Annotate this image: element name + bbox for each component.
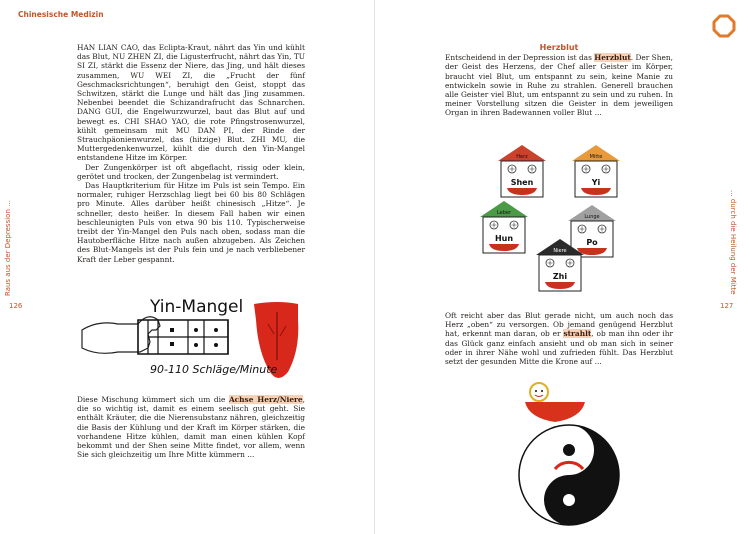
house-spirit-name: Yi — [591, 178, 601, 187]
house-spirit-name: Po — [586, 238, 598, 247]
paragraph: HAN LIAN CAO, das Eclipta-Kraut, nährt das Yin und kühlt das Blut, NU ZHEN ZI, die Ligusterfrucht, nährt das Yin, TU SI ZI, stärkt die Essenz der Niere, das Jing, und hält dieses zusammen, WU WEI ZI, die „Frucht der fünf Geschmacksrichtungen“, beruhigt den Geist, stoppt das Schwitzen, stärkt die Lunge und hält das Jing zusammen. Nebenbei beendet die Schizandrafrucht das Schnarchen. DANG GUI, die Engelwurzwurzel, baut das Blut auf und bewegt es. CHI SHAO YAO, die rote Pfingstrosenwurzel, kühlt gemeinsam mit MU DAN PI, der Rinde der Strauchpäonienwurzel, das (hitzige) Blut. ZHI MU, die Muttergedenkenwurzel, kühlt die durch den Yin-Mangel entstandene Hitze im Körper. — [77, 43, 305, 163]
highlight-herzblut: Herzblut — [594, 53, 631, 63]
yin-mangel-drawing — [78, 290, 308, 390]
paragraph: Der Zungenkörper ist oft abgeflacht, rissig oder klein, gerötet und trocken, der Zungenbelag ist vermindert. — [77, 162, 305, 181]
right-page-number: 127 — [720, 302, 734, 310]
spirit-house-shen — [498, 145, 546, 197]
pulse-caption: 90-110 Schläge/Minute — [150, 363, 278, 376]
spirit-house-hun — [480, 201, 528, 253]
right-side-title: ... durch die Heilung der Mitte — [729, 190, 737, 295]
house-label: Herz — [516, 154, 528, 160]
gutter-divider — [374, 0, 375, 534]
house-spirit-name: Hun — [494, 234, 514, 243]
blood-bowl — [525, 402, 585, 422]
left-side-title: Raus aus der Depression ... — [4, 200, 12, 296]
yin-yang-crown-drawing — [515, 378, 625, 534]
figure-head — [530, 383, 548, 401]
highlight-achse-herz-niere: Achse Herz/Niere — [228, 395, 303, 404]
house-label: Niere — [553, 248, 567, 254]
chapter-logo-icon — [712, 14, 736, 38]
spirit-houses-drawing — [470, 135, 670, 295]
drawing-title: Yin-Mangel — [150, 297, 244, 317]
house-spirit-name: Zhi — [552, 272, 568, 281]
house-spirit-name: Shen — [510, 178, 534, 187]
left-text-block — [77, 43, 305, 264]
house-label: Lunge — [584, 214, 600, 220]
right-text-block-2: Oft reicht aber das Blut gerade nicht, um auch noch das Herz „oben“ zu versorgen. Ob jemand genügend Herzblut hat, erkennt man daran, ob er strahlt, ob man ihn oder ihr das Glück ganz einfach ansieht und ob man sich in seiner oder in ihrer Nähe wohl und zufrieden fühlt. Das Herzblut setzt der gesunden Mitte die Krone auf ... — [445, 311, 674, 367]
left-text-block-2: Diese Mischung kümmert sich um die Achse Herz/Niere, die so wichtig ist, damit es einem seelisch gut geht. Sie enthält Kräuter, die die Nierensubstanz nähren, gleichzeitig die Basis der Kühlung und der Kraft im Körper stärken, die vorhandene Hitze kühlen, damit man einen kühlen Kopf bekommt und der Shen seine Mitte findet, vor allem, wenn Sie sich gleichzeitig um Ihre Mitte kümmern ... — [77, 395, 305, 460]
highlight-strahlt: strahlt — [563, 329, 592, 339]
yin-yang-icon — [519, 425, 619, 525]
paragraph: Das Hauptkriterium für Hitze im Puls ist sein Tempo. Ein normaler, ruhiger Herzschlag liegt bei 60 bis 80 Schlägen pro Minute. Alles darüber heißt chinesisch „Hitze“. Je schneller, desto heißer. In diesem Fall haben wir einen beschleunigten Puls von etwa 90 bis 110. Typischerweise treibt der Yin-Mangel den Puls nach oben, sodass man die Hautoberfläche Hitze nach außen abzugeben. Als Zeichen des Blut-Mangels ist der Puls fein und je nach verbliebener Kraft der Leber gespannt. — [77, 181, 305, 264]
section-heading: Herzblut — [539, 43, 579, 52]
right-text-block: Herzblut Entscheidend in der Depression ist das Herzblut. Der Shen, der Geist des Herzens, der Chef aller Geister im Körper, braucht viel Blut, um entspannt zu sein, keine Manie zu entwickeln sowie in Ruhe zu strahlen. Generell brauchen alle Geister viel Blut, um entspannt zu sein und zu ruhen. In meiner Vorstellung sitzen die Geister in dem jeweiligen Organ in ihren Badewannen voller Blut ... — [445, 43, 673, 118]
house-label: Mitte — [589, 154, 603, 160]
left-page-number: 126 — [9, 302, 23, 310]
spirit-house-yi — [572, 145, 620, 197]
running-header: Chinesische Medizin — [18, 10, 104, 19]
house-label: Leber — [496, 210, 512, 216]
